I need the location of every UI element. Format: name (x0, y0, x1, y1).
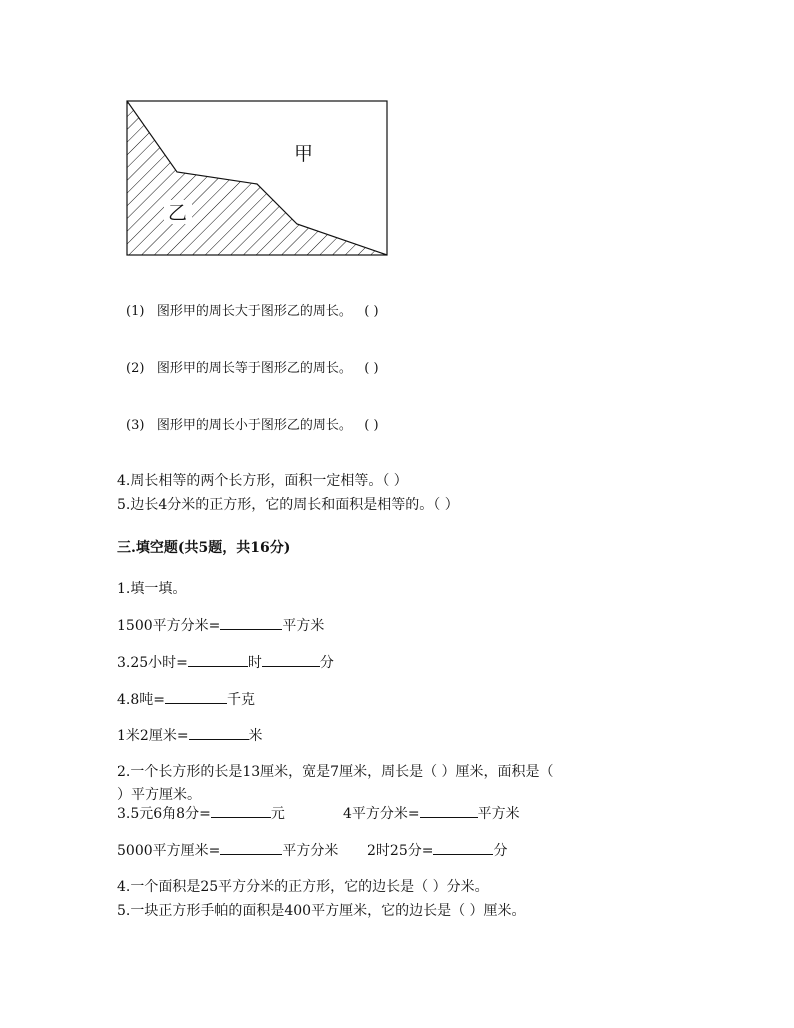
item-text: 图形甲的周长大于图形乙的周长。 (156, 304, 352, 319)
answer-blank[interactable] (220, 842, 282, 855)
unit-text: 元 (270, 806, 285, 822)
judgment-item-3 (126, 414, 379, 433)
prompt-text: 3.25小时= (117, 655, 188, 671)
unit-text: 平方米 (282, 618, 325, 634)
prompt-text: 3.5元6角8分= (117, 806, 211, 822)
prompt-text: 1米2厘米= (117, 728, 189, 744)
fill-question-1-title: 1.填一填。 (117, 581, 187, 597)
unit-text: 分 (493, 843, 508, 859)
unit-text: 时 (247, 655, 262, 671)
prompt-text: 1500平方分米= (117, 618, 221, 634)
prompt-text: 4平方分米= (343, 806, 420, 822)
prompt-text: 2时25分= (367, 843, 434, 859)
unit-text: 千克 (227, 692, 255, 708)
fill-question-3d (367, 840, 507, 860)
perimeter-figure (122, 96, 394, 261)
item-text: 图形甲的周长小于图形乙的周长。 (156, 418, 352, 433)
answer-blank[interactable] (188, 654, 248, 667)
fill-question-5: 5.一块正方形手帕的面积是400平方厘米，它的边长是（ ）厘米。 (117, 903, 526, 919)
section-title: 三.填空题(共5题，共16分) (117, 540, 291, 556)
answer-blank[interactable] (189, 727, 249, 740)
item-number: (2) (126, 361, 145, 376)
unit-text: 平方分米 (282, 843, 339, 859)
answer-parens[interactable]: ( ) (364, 304, 379, 319)
answer-blank[interactable] (262, 654, 320, 667)
judgment-item-1 (126, 300, 379, 319)
item-number: (1) (126, 304, 145, 319)
answer-blank[interactable] (433, 842, 493, 855)
answer-parens[interactable]: ( ) (364, 361, 379, 376)
fill-question-2-line-2: ）平方厘米。 (117, 787, 201, 803)
answer-blank[interactable] (211, 805, 271, 818)
fill-question-3c (117, 840, 338, 860)
judgment-question-5: 5.边长4分米的正方形，它的周长和面积是相等的。（ ） (117, 497, 459, 513)
fill-question-4: 4.一个面积是25平方分米的正方形，它的边长是（ ）分米。 (117, 879, 489, 895)
unit-text: 米 (248, 728, 263, 744)
answer-parens[interactable]: ( ) (364, 418, 379, 433)
fill-line-1 (117, 615, 324, 635)
fill-line-3 (117, 689, 255, 709)
item-text: 图形甲的周长等于图形乙的周长。 (156, 361, 352, 376)
judgment-question-4: 4.周长相等的两个长方形，面积一定相等。（ ） (117, 473, 408, 489)
unit-text: 平方米 (477, 806, 520, 822)
item-number: (3) (126, 418, 145, 433)
answer-blank[interactable] (420, 805, 478, 818)
unit-text: 分 (319, 655, 334, 671)
prompt-text: 4.8吨= (117, 692, 165, 708)
answer-blank[interactable] (220, 617, 282, 630)
region-yi-hatched (122, 96, 394, 261)
fill-question-3b (343, 803, 520, 823)
fill-question-2-line-1: 2.一个长方形的长是13厘米，宽是7厘米，周长是（ ）厘米，面积是（ (117, 764, 554, 780)
prompt-text: 5000平方厘米= (117, 843, 221, 859)
answer-blank[interactable] (165, 691, 227, 704)
fill-line-4 (117, 725, 263, 745)
label-yi: 乙 (168, 202, 188, 224)
label-jia: 甲 (294, 143, 314, 165)
fill-line-2 (117, 652, 334, 672)
fill-question-3a (117, 803, 285, 823)
judgment-item-2 (126, 357, 379, 376)
